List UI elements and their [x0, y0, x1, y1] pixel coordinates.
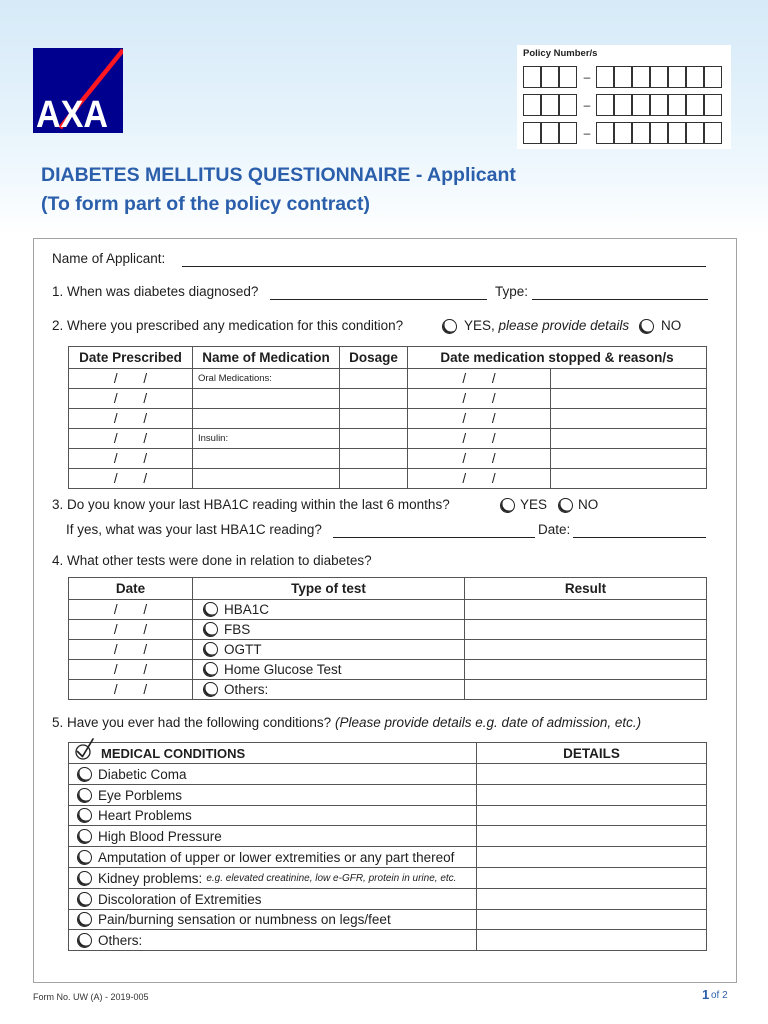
medical-conditions-header — [69, 743, 477, 764]
medication-name-cell[interactable] — [193, 469, 340, 489]
question-4-label: 4. What other tests were done in relation to diabetes? — [52, 553, 372, 568]
details-header: DETAILS — [477, 743, 707, 764]
condition-row — [69, 930, 707, 951]
test-result-cell[interactable] — [465, 680, 707, 700]
policy-digit-box[interactable] — [704, 122, 722, 144]
condition-label: Pain/burning sensation or numbness on legs/feet — [98, 912, 391, 928]
condition-details-cell[interactable] — [477, 867, 707, 888]
condition-row — [69, 909, 707, 930]
policy-digit-box[interactable] — [650, 94, 668, 116]
dosage-cell[interactable] — [340, 469, 408, 489]
date-stopped-cell[interactable]: / / — [408, 429, 551, 449]
date-prescribed-cell[interactable]: / / — [69, 449, 193, 469]
stop-reason-cell[interactable] — [551, 469, 707, 489]
fbs-radio[interactable] — [203, 622, 218, 637]
policy-digit-box[interactable] — [668, 122, 686, 144]
date-stopped-cell[interactable]: / / — [408, 409, 551, 429]
policy-digit-box[interactable] — [686, 94, 704, 116]
test-type-cell — [193, 600, 465, 620]
question-2-label: 2. Where you prescribed any medication for this condition? — [52, 318, 404, 333]
policy-digit-box[interactable] — [614, 122, 632, 144]
test-date-cell[interactable]: / / — [69, 600, 193, 620]
policy-number-label: Policy Number/s — [523, 48, 598, 59]
condition-cell — [69, 826, 477, 847]
condition-cell — [69, 888, 477, 909]
policy-number-group — [596, 94, 722, 116]
q3-no-label: NO — [578, 497, 599, 512]
policy-digit-box[interactable] — [668, 66, 686, 88]
medical-conditions-table — [68, 742, 707, 951]
date-stopped-header: Date medication stopped & reason/s — [408, 347, 707, 369]
condition-row — [69, 805, 707, 826]
question-1-label: 1. When was diabetes diagnosed? — [52, 284, 259, 299]
policy-digit-box[interactable] — [559, 94, 577, 116]
medication-name-cell[interactable] — [193, 449, 340, 469]
policy-separator: – — [583, 98, 591, 112]
conditions-table-header — [69, 743, 707, 764]
policy-number-panel — [517, 45, 731, 149]
eye-problems-radio[interactable] — [77, 788, 92, 803]
hba1c-date-label: Date: — [538, 522, 571, 537]
medication-row — [69, 369, 707, 389]
policy-separator: – — [583, 70, 591, 84]
form-number: Form No. UW (A) - 2019-005 — [33, 992, 149, 1002]
medication-row — [69, 389, 707, 409]
medication-row — [69, 429, 707, 449]
stop-reason-cell[interactable] — [551, 449, 707, 469]
home-glucose-test-radio[interactable] — [203, 662, 218, 677]
diabetes-type-label: Type: — [495, 284, 529, 299]
test-result-cell[interactable] — [465, 600, 707, 620]
question-5-label: 5. Have you ever had the following conditions? — [52, 715, 332, 730]
condition-label: Eye Porblems — [98, 787, 183, 803]
policy-digit-box[interactable] — [523, 94, 541, 116]
policy-digit-box[interactable] — [596, 94, 614, 116]
q2-yes-detail: please provide details — [498, 318, 630, 333]
test-type-header: Type of test — [193, 578, 465, 600]
discoloration-radio[interactable] — [77, 892, 92, 907]
condition-details-cell[interactable] — [477, 909, 707, 930]
q3-yes-radio[interactable] — [500, 498, 515, 513]
condition-label: Discoloration of Extremities — [98, 891, 262, 907]
date-prescribed-cell[interactable]: / / — [69, 409, 193, 429]
test-type-label: HBA1C — [224, 602, 270, 618]
ogtt-radio[interactable] — [203, 642, 218, 657]
test-type-label: OGTT — [224, 642, 262, 658]
axa-logo — [33, 48, 123, 133]
condition-details-cell[interactable] — [477, 784, 707, 805]
policy-digit-box[interactable] — [686, 122, 704, 144]
policy-digit-box[interactable] — [541, 122, 559, 144]
dosage-cell[interactable] — [340, 409, 408, 429]
condition-row — [69, 847, 707, 868]
tests-table-header — [69, 578, 707, 600]
policy-digit-box[interactable] — [686, 66, 704, 88]
test-row — [69, 600, 707, 620]
condition-cell — [69, 784, 477, 805]
condition-cell — [69, 847, 477, 868]
amputation-radio[interactable] — [77, 850, 92, 865]
medication-table — [68, 346, 707, 489]
policy-prefix-group — [523, 66, 577, 88]
test-row — [69, 620, 707, 640]
condition-row — [69, 826, 707, 847]
stop-reason-cell[interactable] — [551, 389, 707, 409]
test-type-cell — [193, 640, 465, 660]
policy-digit-box[interactable] — [668, 94, 686, 116]
policy-number-row — [523, 94, 723, 116]
medication-row — [69, 409, 707, 429]
test-type-label: Home Glucose Test — [224, 662, 342, 678]
test-result-cell[interactable] — [465, 620, 707, 640]
axa-logo-text: AXA — [36, 94, 108, 133]
heart-problems-radio[interactable] — [77, 808, 92, 823]
kidney-problems-radio[interactable] — [77, 871, 92, 886]
test-type-cell — [193, 680, 465, 700]
test-type-label: FBS — [224, 622, 251, 638]
stop-reason-cell[interactable] — [551, 429, 707, 449]
condition-details-cell[interactable] — [477, 764, 707, 785]
test-date-cell[interactable]: / / — [69, 620, 193, 640]
dosage-header: Dosage — [340, 347, 408, 369]
tests-table — [68, 577, 707, 700]
condition-label: Kidney problems: — [98, 870, 203, 886]
medication-name-cell[interactable] — [193, 409, 340, 429]
test-type-label: Others: — [224, 682, 269, 698]
policy-digit-box[interactable] — [704, 94, 722, 116]
condition-cell — [69, 764, 477, 785]
condition-row — [69, 867, 707, 888]
test-date-cell[interactable]: / / — [69, 660, 193, 680]
condition-label: Others: — [98, 933, 143, 949]
policy-digit-box[interactable] — [632, 122, 650, 144]
kidney-problems-note: e.g. elevated creatinine, low e-GFR, protein in urine, etc. — [206, 872, 457, 884]
policy-digit-box[interactable] — [541, 94, 559, 116]
policy-digit-box[interactable] — [632, 94, 650, 116]
dosage-cell[interactable] — [340, 429, 408, 449]
condition-cell — [69, 909, 477, 930]
condition-row — [69, 888, 707, 909]
test-result-cell[interactable] — [465, 640, 707, 660]
condition-details-cell[interactable] — [477, 805, 707, 826]
high-blood-pressure-radio[interactable] — [77, 829, 92, 844]
policy-number-group — [596, 66, 722, 88]
date-prescribed-cell[interactable]: / / — [69, 369, 193, 389]
other-test-radio[interactable] — [203, 682, 218, 697]
q2-yes-option — [464, 318, 629, 334]
policy-digit-box[interactable] — [596, 122, 614, 144]
hba1c-date-field[interactable] — [573, 537, 706, 538]
test-row — [69, 660, 707, 680]
policy-digit-box[interactable] — [559, 122, 577, 144]
diagnosis-date-field[interactable] — [270, 299, 487, 300]
question-3-label: 3. Do you know your last HBA1C reading within the last 6 months? — [52, 497, 450, 512]
date-prescribed-cell[interactable]: / / — [69, 429, 193, 449]
question-5-note: (Please provide details e.g. date of admission, etc.) — [334, 715, 642, 730]
medication-row — [69, 449, 707, 469]
q2-yes-radio[interactable] — [442, 319, 457, 334]
policy-digit-box[interactable] — [523, 66, 541, 88]
condition-cell — [69, 930, 477, 951]
policy-prefix-group — [523, 122, 577, 144]
condition-label: Amputation of upper or lower extremities or any part thereof — [98, 850, 455, 866]
condition-details-cell[interactable] — [477, 826, 707, 847]
medication-name-cell[interactable] — [193, 389, 340, 409]
dosage-cell[interactable] — [340, 369, 408, 389]
diabetic-coma-radio[interactable] — [77, 767, 92, 782]
q2-yes-label: YES, — [464, 318, 495, 333]
test-date-cell[interactable]: / / — [69, 640, 193, 660]
date-stopped-cell[interactable]: / / — [408, 369, 551, 389]
medical-conditions-header-label: MEDICAL CONDITIONS — [101, 745, 246, 761]
medication-table-header — [69, 347, 707, 369]
policy-digit-box[interactable] — [541, 66, 559, 88]
test-row — [69, 640, 707, 660]
stop-reason-cell[interactable] — [551, 409, 707, 429]
test-result-header: Result — [465, 578, 707, 600]
policy-digit-box[interactable] — [523, 122, 541, 144]
condition-label: High Blood Pressure — [98, 829, 222, 845]
q3-yes-label: YES — [520, 497, 548, 512]
question-5 — [52, 715, 641, 731]
medication-row — [69, 469, 707, 489]
condition-cell — [69, 805, 477, 826]
condition-details-cell[interactable] — [477, 847, 707, 868]
policy-number-group — [596, 122, 722, 144]
form-subtitle: (To form part of the policy contract) — [41, 193, 370, 215]
policy-prefix-group — [523, 94, 577, 116]
test-date-header: Date — [69, 578, 193, 600]
axa-logo-graphic — [33, 48, 123, 133]
policy-digit-box[interactable] — [596, 66, 614, 88]
policy-digit-box[interactable] — [632, 66, 650, 88]
date-prescribed-cell[interactable]: / / — [69, 389, 193, 409]
hba1c-reading-field[interactable] — [333, 537, 535, 538]
test-type-cell — [193, 660, 465, 680]
policy-digit-box[interactable] — [614, 66, 632, 88]
dosage-cell[interactable] — [340, 389, 408, 409]
hba1c-reading-label: If yes, what was your last HBA1C reading? — [66, 522, 322, 537]
condition-label: Diabetic Coma — [98, 766, 187, 782]
test-row — [69, 680, 707, 700]
policy-number-row — [523, 66, 723, 88]
q3-no-radio[interactable] — [558, 498, 573, 513]
medication-name-cell[interactable]: Oral Medications: — [193, 369, 340, 389]
policy-digit-box[interactable] — [650, 122, 668, 144]
condition-row — [69, 784, 707, 805]
dosage-cell[interactable] — [340, 449, 408, 469]
applicant-name-label: Name of Applicant: — [52, 251, 166, 266]
hba1c-radio[interactable] — [203, 602, 218, 617]
condition-details-cell[interactable] — [477, 888, 707, 909]
medication-name-header: Name of Medication — [193, 347, 340, 369]
applicant-name-field[interactable] — [182, 266, 706, 267]
test-date-cell[interactable]: / / — [69, 680, 193, 700]
test-result-cell[interactable] — [465, 660, 707, 680]
q2-no-label: NO — [661, 318, 682, 333]
page-number-current: 1 — [702, 987, 710, 1002]
page-number-total: of 2 — [711, 990, 728, 1001]
date-stopped-cell[interactable]: / / — [408, 449, 551, 469]
date-stopped-cell[interactable]: / / — [408, 389, 551, 409]
medication-name-cell[interactable]: Insulin: — [193, 429, 340, 449]
condition-row — [69, 764, 707, 785]
pain-numbness-radio[interactable] — [77, 912, 92, 927]
policy-digit-box[interactable] — [559, 66, 577, 88]
policy-separator: – — [583, 126, 591, 140]
date-prescribed-header: Date Prescribed — [69, 347, 193, 369]
policy-digit-box[interactable] — [614, 94, 632, 116]
policy-digit-box[interactable] — [650, 66, 668, 88]
condition-cell — [69, 867, 477, 888]
date-prescribed-cell[interactable]: / / — [69, 469, 193, 489]
stop-reason-cell[interactable] — [551, 369, 707, 389]
q2-no-radio[interactable] — [639, 319, 654, 334]
condition-details-cell[interactable] — [477, 930, 707, 951]
date-stopped-cell[interactable]: / / — [408, 469, 551, 489]
test-type-cell — [193, 620, 465, 640]
policy-number-row — [523, 122, 723, 144]
condition-label: Heart Problems — [98, 808, 192, 824]
other-condition-radio[interactable] — [77, 933, 92, 948]
diabetes-type-field[interactable] — [532, 299, 708, 300]
form-title: DIABETES MELLITUS QUESTIONNAIRE - Applicant — [41, 164, 516, 186]
policy-digit-box[interactable] — [704, 66, 722, 88]
checkmark-icon — [73, 737, 97, 763]
